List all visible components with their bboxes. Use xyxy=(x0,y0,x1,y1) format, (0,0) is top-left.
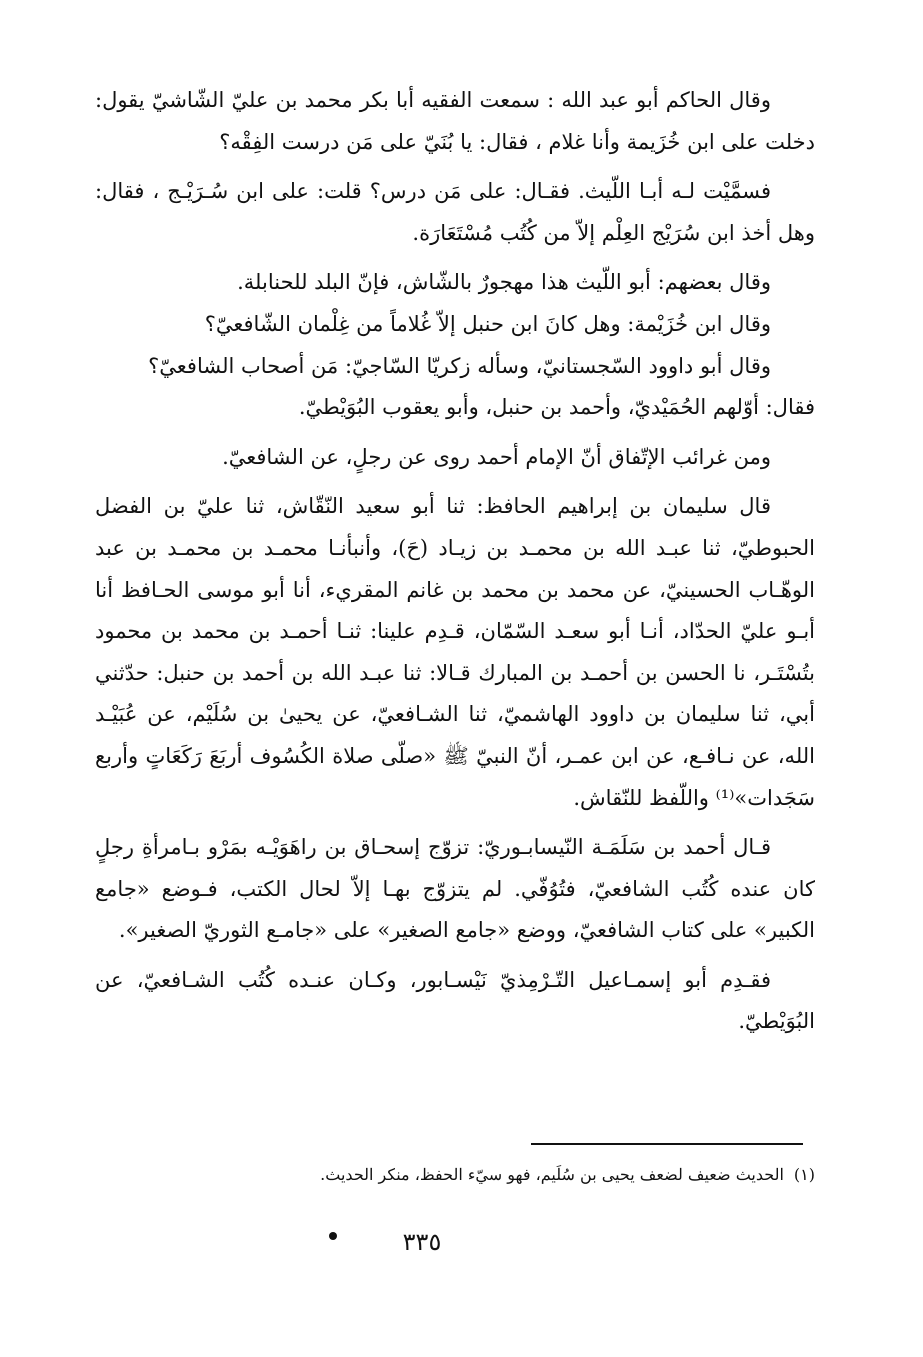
paragraph-ashab: فقال: أوّلهم الحُمَيْديّ، وأحمد بن حنبل، وأبو يعقوب البُوَيْطيّ. xyxy=(298,395,815,420)
paragraph-ibn-khuzayma: وقال ابن خُزَيْمة: وهل كانَ ابن حنبل إلاّ غُلاماً من غِلْمان الشّافعيّ؟ xyxy=(204,311,771,336)
paragraph-hanabila: وقال بعضهم: أبو اللّيث هذا مهجورٌ بالشّاش، فإنّ البلد للحنابلة. xyxy=(237,270,771,295)
page-dot-mark xyxy=(329,1232,337,1240)
footnote xyxy=(95,1162,815,1188)
paragraph-hadith-chain: قال سليمان بن إبراهيم الحافظ: ثنا أبو سعيد النّقّاش، ثنا عليّ بن الفضل الحبوطيّ، ثنا عبـد الله بن محمـد بن زيـاد (حَ)، وأنبأنـا محمـد بن محمـد بن عبد الوهّـاب الحسينيّ، عن محمد بن محمد بن غانم المقريء، أنا أبو موسى الحـافظ أنا أبـو عليّ الحدّاد، أنـا أبو سعـد السّمّان، قـدِم علينا: ثنـا أحمـد بن محمد بن محمود بتُسْتَـر، نا الحسن بن أحمـد بن المبارك قـالا: ثنا عبـد الله بن أحمد بن حنبل: حدّثني أبي، ثنا سليمان بن داوود الهاشميّ، ثنا الشـافعيّ، عن يحيىٰ بن سُلَيْم، عن عُبَيْـد الله، عن نـافـع، عن ابن عمـر، أنّ النبيّ ﷺ «صلّى صلاة الكُسُوف أربَعَ رَكَعَاتٍ وأربع سَجَدات»⁽¹⁾ واللّفظ للنّقاش. xyxy=(95,494,815,810)
footnote-divider xyxy=(531,1143,803,1145)
footnote-number: (١) xyxy=(793,1165,815,1184)
footnote-text: الحديث ضعيف لضعف يحيى بن سُلَيم، فهو سيّء الحفظ، منكر الحديث. xyxy=(320,1165,784,1184)
paragraph-ittifaq: ومن غرائب الإتّفاق أنّ الإمام أحمد روى عن رجلٍ، عن الشافعيّ. xyxy=(222,444,771,469)
paragraph-hakim: وقال الحاكم أبو عبد الله : سمعت الفقيه أبا بكر محمد بن عليّ الشّاشيّ يقول: دخلت على ابن خُزَيمة وأنا غلام ، فقال: يا بُنَيّ على مَن درست الفِقْه؟ xyxy=(95,88,815,154)
paragraph-abu-dawud: وقال أبو داوود السّجستانيّ، وسأله زكريّا السّاجيّ: مَن أصحاب الشافعيّ؟ xyxy=(148,353,771,378)
page-number: ٣٣٥ xyxy=(402,1228,442,1256)
paragraph-tirmidhi: فقـدِم أبو إسمـاعيل التّـرْمِذيّ نَيْسـابور، وكـان عنـده كُتُب الشـافعيّ، عن البُوَيْطيّ. xyxy=(95,967,815,1034)
main-text xyxy=(95,80,815,1043)
paragraph-abu-al-layth: فسمَّيْت لـه أبـا اللّيث. فقـال: على مَن درس؟ قلت: على ابن سُـرَيْـج ، فقال: وهل أخذ ابن سُرَيْج العِلْم إلاّ من كُتُب مُسْتَعَارَة. xyxy=(95,179,815,245)
paragraph-ishaq: قـال أحمد بن سَلَمَـة النّيسابـوريّ: تزوّج إسحـاق بن راهَوَيْـه بمَرْو بـامرأةِ رجلٍ كان عنده كُتُب الشافعيّ، فتُوُفّي. لم يتزوّج بهـا إلاّ لحال الكتب، فـوضع «جامع الكبير» على كتاب الشافعيّ، ووضع «جامع الصغير» على «جامـع الثوريّ الصغير». xyxy=(95,835,815,943)
